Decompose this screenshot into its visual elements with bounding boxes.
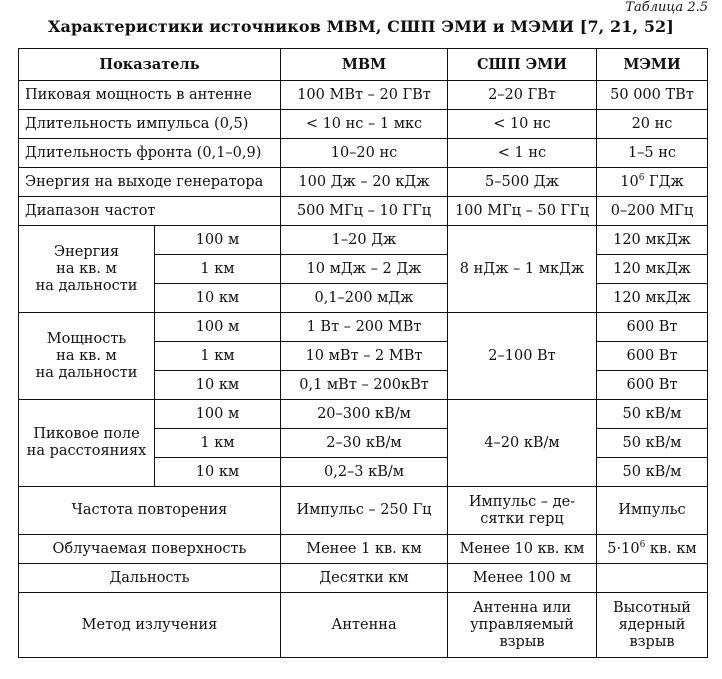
cell-mvm: 20–300 кВ/м (281, 400, 448, 429)
cell-mvm: 10 мВт – 2 МВт (281, 342, 448, 371)
row-label: Частота повторения (19, 487, 281, 535)
cell-memi (597, 593, 708, 658)
cell-distance: 100 м (155, 226, 281, 255)
cell-memi: 50 кВ/м (597, 458, 708, 487)
cell-memi: 600 Вт (597, 313, 708, 342)
group-label-line: Мощность (46, 330, 127, 347)
cell-sshp: Менее 10 кв. км (448, 535, 597, 564)
cell-memi: 50 кВ/м (597, 400, 708, 429)
cell-line: взрыв (499, 633, 545, 650)
cell-memi (597, 168, 708, 197)
cell-mvm: 0,1 мВт – 200кВт (281, 371, 448, 400)
row-label: Энергия на выходе генератора (19, 168, 281, 197)
characteristics-table (18, 48, 708, 658)
table-row (19, 139, 708, 168)
group-label-line: Энергия (53, 243, 120, 260)
cell-distance: 100 м (155, 313, 281, 342)
table-row (19, 593, 708, 658)
cell-mvm: Антенна (281, 593, 448, 658)
cell-sshp: < 10 нс (448, 110, 597, 139)
memi-exponent: 6 (639, 539, 646, 550)
row-label: Пиковая мощность в антенне (19, 81, 281, 110)
table-row (19, 226, 708, 255)
cell-line: Высотный (613, 599, 691, 616)
row-label: Длительность фронта (0,1–0,9) (19, 139, 281, 168)
cell-line: управляемый (470, 616, 574, 633)
table-row (19, 487, 708, 535)
cell-memi: 120 мкДж (597, 226, 708, 255)
cell-distance: 1 км (155, 255, 281, 284)
cell-mvm: 10 мДж – 2 Дж (281, 255, 448, 284)
cell-mvm: 0,2–3 кВ/м (281, 458, 448, 487)
cell-memi: 120 мкДж (597, 284, 708, 313)
group-label-field (19, 400, 155, 487)
group-label-line: Пиковое поле (33, 426, 140, 442)
header-row (19, 49, 708, 81)
cell-mvm: Десятки км (281, 564, 448, 593)
header-memi: МЭМИ (597, 49, 708, 81)
cell-memi (597, 535, 708, 564)
cell-memi: Импульс (597, 487, 708, 535)
group-label-power (19, 313, 155, 400)
group-label-line: на дальности (35, 364, 138, 381)
cell-sshp: 2–20 ГВт (448, 81, 597, 110)
memi-base: 10 (620, 173, 639, 190)
cell-mvm: < 10 нс – 1 мкс (281, 110, 448, 139)
cell-mvm: Менее 1 кв. км (281, 535, 448, 564)
cell-mvm: 100 Дж – 20 кДж (281, 168, 448, 197)
cell-memi: 600 Вт (597, 371, 708, 400)
table-row (19, 168, 708, 197)
table-row (19, 197, 708, 226)
table-row (19, 313, 708, 342)
cell-line: ядерный (618, 616, 686, 633)
cell-mvm: 1–20 Дж (281, 226, 448, 255)
cell-distance: 10 км (155, 458, 281, 487)
table-row (19, 110, 708, 139)
cell-mvm: 0,1–200 мДж (281, 284, 448, 313)
row-label: Длительность импульса (0,5) (19, 110, 281, 139)
group-label-line: на кв. м (56, 347, 117, 364)
table-title: Характеристики источников МВМ, СШП ЭМИ и МЭМИ [7, 21, 52] (48, 17, 674, 36)
cell-memi: 120 мкДж (597, 255, 708, 284)
cell-sshp: < 1 нс (448, 139, 597, 168)
cell-sshp (448, 593, 597, 658)
table-row (19, 564, 708, 593)
cell-sshp (448, 487, 597, 535)
group-label-energy (19, 226, 155, 313)
cell-sshp: 8 нДж – 1 мкДж (448, 226, 597, 313)
cell-memi: 20 нс (597, 110, 708, 139)
row-label: Облучаемая поверхность (19, 535, 281, 564)
header-mvm: МВМ (281, 49, 448, 81)
cell-mvm: 1 Вт – 200 МВт (281, 313, 448, 342)
table-row (19, 535, 708, 564)
cell-mvm: 100 МВт – 20 ГВт (281, 81, 448, 110)
memi-base: 5·10 (607, 540, 640, 557)
row-label: Метод излучения (19, 593, 281, 658)
group-label-line: на расстояниях (26, 443, 147, 459)
cell-distance: 100 м (155, 400, 281, 429)
cell-sshp: 5–500 Дж (448, 168, 597, 197)
cell-memi: 1–5 нс (597, 139, 708, 168)
table-row (19, 81, 708, 110)
cell-distance: 1 км (155, 429, 281, 458)
cell-memi: 50 000 ТВт (597, 81, 708, 110)
memi-exponent: 6 (638, 172, 645, 183)
group-label-line: на кв. м (56, 260, 117, 277)
memi-unit: кв. км (645, 540, 697, 557)
cell-distance: 10 км (155, 284, 281, 313)
table-number: Таблица 2.5 (625, 0, 708, 15)
cell-memi: 0–200 МГц (597, 197, 708, 226)
cell-sshp: 100 МГц – 50 ГГц (448, 197, 597, 226)
header-indicator: Показатель (19, 49, 281, 81)
cell-sshp: Менее 100 м (448, 564, 597, 593)
cell-mvm: 2–30 кВ/м (281, 429, 448, 458)
row-label: Дальность (19, 564, 281, 593)
cell-line: сятки герц (480, 510, 564, 527)
memi-unit: ГДж (644, 173, 684, 190)
cell-line: взрыв (629, 633, 675, 650)
cell-memi (597, 564, 708, 593)
cell-mvm: 500 МГц – 10 ГГц (281, 197, 448, 226)
cell-memi: 50 кВ/м (597, 429, 708, 458)
cell-line: Антенна или (472, 599, 572, 616)
cell-sshp: 4–20 кВ/м (448, 400, 597, 487)
cell-mvm: Импульс – 250 Гц (281, 487, 448, 535)
group-label-line: на дальности (35, 277, 138, 294)
cell-mvm: 10–20 нс (281, 139, 448, 168)
header-sshp: СШП ЭМИ (448, 49, 597, 81)
table-row (19, 400, 708, 429)
cell-line: Импульс – де- (468, 493, 576, 510)
cell-sshp: 2–100 Вт (448, 313, 597, 400)
cell-memi: 600 Вт (597, 342, 708, 371)
cell-distance: 10 км (155, 371, 281, 400)
row-label: Диапазон частот (19, 197, 281, 226)
cell-distance: 1 км (155, 342, 281, 371)
